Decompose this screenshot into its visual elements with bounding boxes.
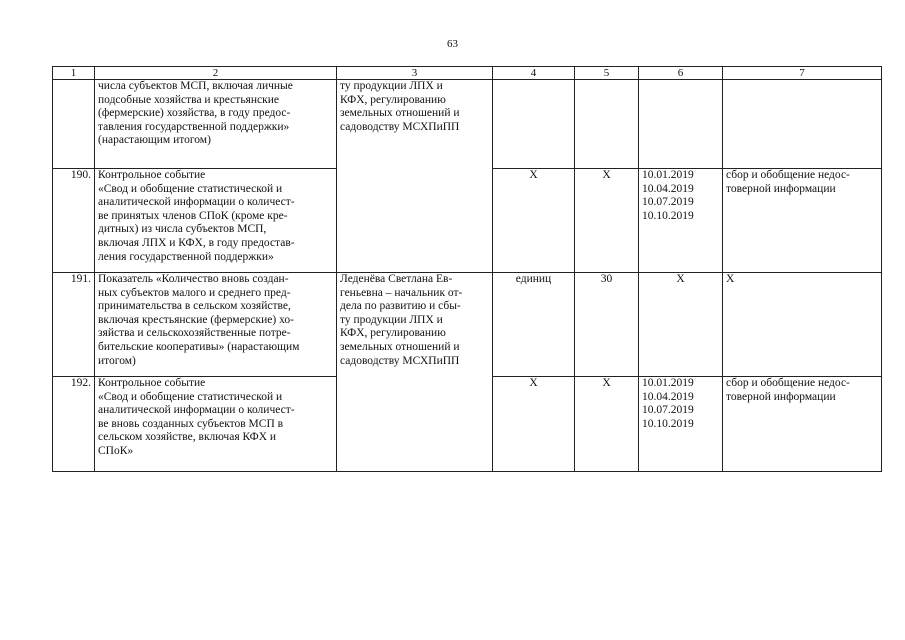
risk-cell: сбор и обобщение недос- товерной информации bbox=[723, 169, 882, 273]
responsible-person: ту продукции ЛПХ и КФХ, регулированию земельных отношений и садоводству МСХПиПП bbox=[337, 80, 493, 273]
dates-cell: Х bbox=[639, 273, 723, 377]
risk-cell: сбор и обобщение недос- товерной информации bbox=[723, 377, 882, 472]
column-header: 5 bbox=[575, 67, 639, 80]
unit-cell: Х bbox=[493, 377, 575, 472]
column-header: 1 bbox=[53, 67, 95, 80]
risk-cell: Х bbox=[723, 273, 882, 377]
row-description: Контрольное событие «Свод и обобщение статистической и аналитической информации о количест- ве вновь созданных субъектов МСП в сельском хозяйстве, включая КФХ и СПоК» bbox=[95, 377, 337, 472]
unit-cell: единиц bbox=[493, 273, 575, 377]
table-row-191 bbox=[53, 273, 882, 377]
row-number bbox=[53, 80, 95, 169]
dates-cell bbox=[639, 80, 723, 169]
column-header: 7 bbox=[723, 67, 882, 80]
value-cell: Х bbox=[575, 377, 639, 472]
value-cell bbox=[575, 80, 639, 169]
risk-cell bbox=[723, 80, 882, 169]
row-number: 190. bbox=[53, 169, 95, 273]
column-header: 3 bbox=[337, 67, 493, 80]
responsible-person: Леденёва Светлана Ев- геньевна – начальник от- дела по развитию и сбы- ту продукции ЛПХ и КФХ, регулированию земельных отношений и садоводству МСХПиПП bbox=[337, 273, 493, 472]
unit-cell bbox=[493, 80, 575, 169]
row-description: Показатель «Количество вновь создан- ных субъектов малого и среднего пред- принимательства в сельском хозяйстве, включая крестьянские (фермерские) хо- зяйства и сельскохозяйственные потре- бительские кооперативы» (нарастающим итогом) bbox=[95, 273, 337, 377]
row-description: Контрольное событие «Свод и обобщение статистической и аналитической информации о количест- ве принятых членов СПоК (кроме кре- дитных) из числа субъектов МСП, включая ЛПХ и КФХ, в году предостав- ления государственной поддержки» bbox=[95, 169, 337, 273]
row-description: числа субъектов МСП, включая личные подсобные хозяйства и крестьянские (фермерские) хозяйства, в году предос- тавления государственной поддержки» (нарастающим итогом) bbox=[95, 80, 337, 169]
column-header: 6 bbox=[639, 67, 723, 80]
row-number: 191. bbox=[53, 273, 95, 377]
unit-cell: Х bbox=[493, 169, 575, 273]
value-cell: Х bbox=[575, 169, 639, 273]
value-cell: 30 bbox=[575, 273, 639, 377]
column-header-row bbox=[53, 67, 882, 80]
column-header: 4 bbox=[493, 67, 575, 80]
table-row-continued bbox=[53, 80, 882, 169]
dates-cell: 10.01.2019 10.04.2019 10.07.2019 10.10.2019 bbox=[639, 377, 723, 472]
dates-cell: 10.01.2019 10.04.2019 10.07.2019 10.10.2019 bbox=[639, 169, 723, 273]
column-header: 2 bbox=[95, 67, 337, 80]
row-number: 192. bbox=[53, 377, 95, 472]
plan-table bbox=[52, 66, 882, 472]
page-number: 63 bbox=[447, 38, 458, 50]
